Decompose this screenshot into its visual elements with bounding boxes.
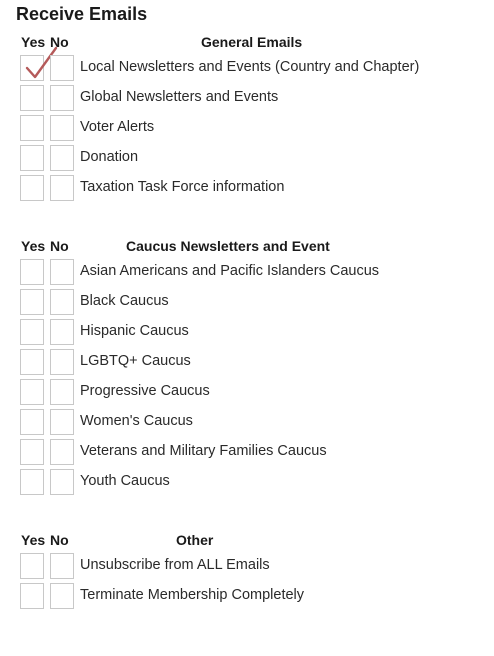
- yes-column-header: Yes: [21, 34, 46, 50]
- yes-column-header: Yes: [21, 532, 46, 548]
- yes-checkbox[interactable]: [20, 439, 44, 465]
- no-checkbox[interactable]: [50, 379, 74, 405]
- option-label: Women's Caucus: [80, 413, 193, 429]
- yes-checkbox[interactable]: [20, 55, 44, 81]
- yes-checkbox[interactable]: [20, 289, 44, 315]
- option-row: [0, 84, 494, 114]
- yes-checkbox[interactable]: [20, 319, 44, 345]
- option-label: Donation: [80, 149, 139, 165]
- no-checkbox[interactable]: [50, 259, 74, 285]
- no-checkbox[interactable]: [50, 55, 74, 81]
- option-row: [0, 144, 494, 174]
- option-row: [0, 258, 494, 288]
- no-checkbox[interactable]: [50, 115, 74, 141]
- option-row: [0, 114, 494, 144]
- no-checkbox[interactable]: [50, 289, 74, 315]
- no-checkbox[interactable]: [50, 145, 74, 171]
- no-column-header: No: [50, 34, 69, 50]
- yes-checkbox[interactable]: [20, 553, 44, 579]
- option-row: [0, 438, 494, 468]
- page-title: Receive Emails: [16, 4, 148, 24]
- no-checkbox[interactable]: [50, 85, 74, 111]
- option-label: Unsubscribe from ALL Emails: [80, 557, 270, 573]
- option-label: Global Newsletters and Events: [80, 89, 279, 105]
- option-label: Asian Americans and Pacific Islanders Caucus: [80, 263, 380, 279]
- option-label: Progressive Caucus: [80, 383, 210, 399]
- section-title: Caucus Newsletters and Event: [126, 238, 330, 254]
- option-row: [0, 318, 494, 348]
- yes-checkbox[interactable]: [20, 409, 44, 435]
- no-checkbox[interactable]: [50, 439, 74, 465]
- option-label: Taxation Task Force information: [80, 179, 285, 195]
- option-list: [0, 258, 494, 498]
- yes-checkbox[interactable]: [20, 469, 44, 495]
- section-other: [0, 532, 494, 612]
- option-label: Youth Caucus: [80, 473, 170, 489]
- section-title: Other: [176, 532, 214, 548]
- option-row: [0, 378, 494, 408]
- yes-checkbox[interactable]: [20, 349, 44, 375]
- section-general-emails: [0, 34, 494, 204]
- yes-checkbox[interactable]: [20, 145, 44, 171]
- yes-checkbox[interactable]: [20, 115, 44, 141]
- section-header: [0, 238, 494, 258]
- section-caucus-newsletters: [0, 238, 494, 498]
- option-label: Veterans and Military Families Caucus: [80, 443, 327, 459]
- no-checkbox[interactable]: [50, 469, 74, 495]
- yes-checkbox[interactable]: [20, 259, 44, 285]
- no-checkbox[interactable]: [50, 583, 74, 609]
- no-column-header: No: [50, 532, 69, 548]
- no-checkbox[interactable]: [50, 349, 74, 375]
- option-label: Terminate Membership Completely: [80, 587, 305, 603]
- option-label: LGBTQ+ Caucus: [80, 353, 191, 369]
- yes-checkbox[interactable]: [20, 175, 44, 201]
- option-row: [0, 54, 494, 84]
- section-header: [0, 532, 494, 552]
- option-list: [0, 54, 494, 204]
- option-label: Black Caucus: [80, 293, 169, 309]
- section-title: General Emails: [201, 34, 303, 50]
- option-row: [0, 468, 494, 498]
- option-label: Voter Alerts: [80, 119, 155, 135]
- yes-checkbox[interactable]: [20, 583, 44, 609]
- option-label: Hispanic Caucus: [80, 323, 189, 339]
- no-checkbox[interactable]: [50, 553, 74, 579]
- no-checkbox[interactable]: [50, 175, 74, 201]
- no-checkbox[interactable]: [50, 319, 74, 345]
- no-checkbox[interactable]: [50, 409, 74, 435]
- option-row: [0, 288, 494, 318]
- yes-checkbox[interactable]: [20, 379, 44, 405]
- option-row: [0, 552, 494, 582]
- no-column-header: No: [50, 238, 69, 254]
- yes-checkbox[interactable]: [20, 85, 44, 111]
- section-header: [0, 34, 494, 54]
- option-list: [0, 552, 494, 612]
- option-row: [0, 408, 494, 438]
- option-row: [0, 348, 494, 378]
- option-row: [0, 174, 494, 204]
- option-row: [0, 582, 494, 612]
- option-label: Local Newsletters and Events (Country and Chapter): [80, 59, 420, 75]
- yes-column-header: Yes: [21, 238, 46, 254]
